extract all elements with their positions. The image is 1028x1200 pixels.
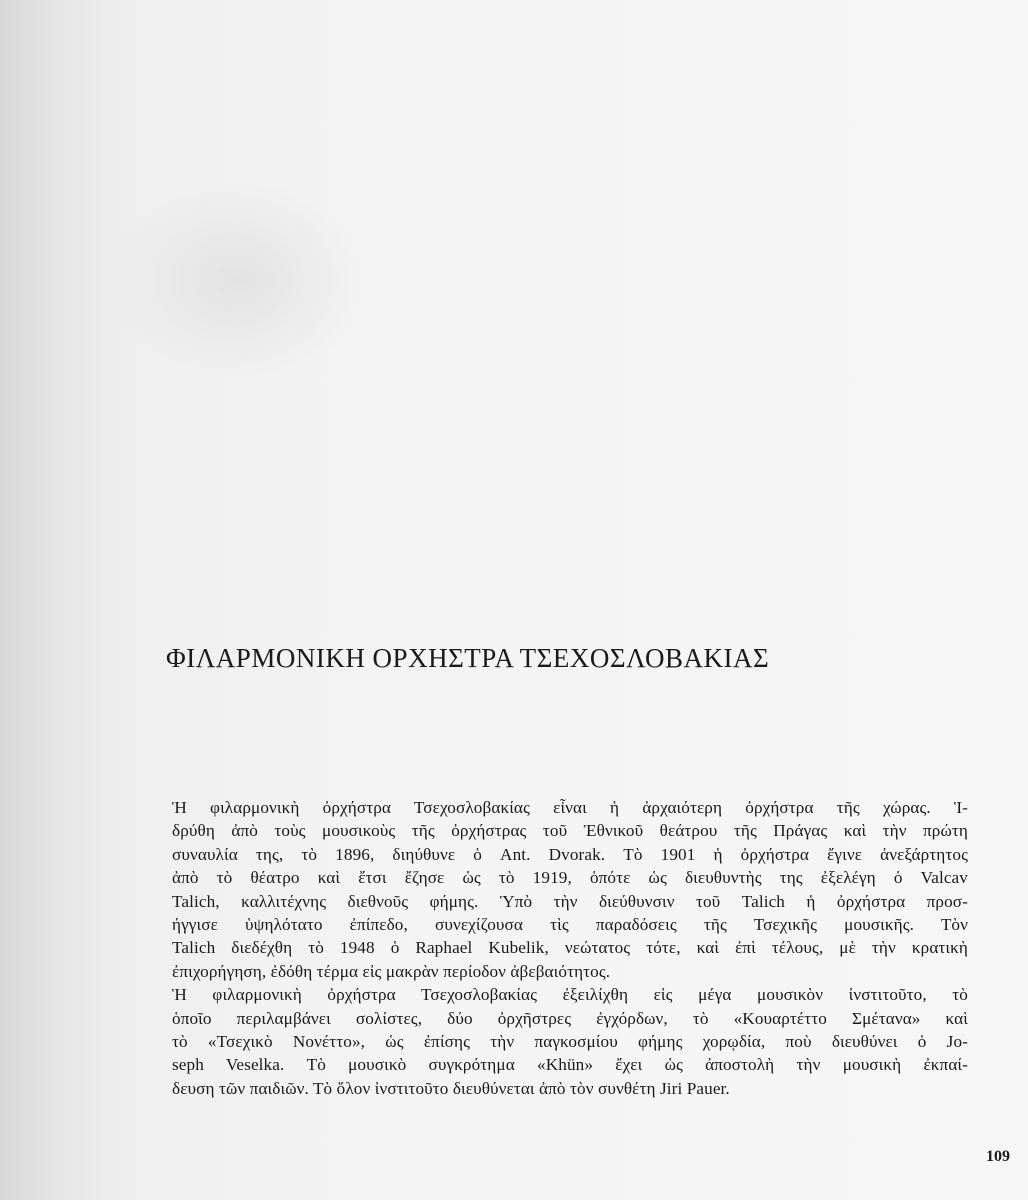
page-number: 109 (986, 1148, 1010, 1165)
text-line: τὸ «Τσεχικὸ Νονέττο», ὡς ἐπίσης τὴν παγκοσμίου φήμης χορῳδία, ποὺ διευθύνει ὁ Jo- (172, 1031, 968, 1051)
text-line: δευση τῶν παιδιῶν. Τὸ ὅλον ἰνστιτοῦτο διευθύνεται ἀπὸ τὸν συνθέτη Jiri Pauer. (172, 1078, 730, 1098)
text-line: Ἡ φιλαρμονικὴ ὀρχήστρα Τσεχοσλοβακίας ἐξειλίχθη εἰς μέγα μουσικὸν ἰνστιτοῦτο, τὸ (172, 985, 968, 1005)
text-line: ὁποῖο περιλαμβάνει σολίστες, δύο ὀρχῆστρες ἐγχόρδων, τὸ «Κουαρτέττο Σμέτανα» καὶ (172, 1008, 968, 1028)
text-line: ἀπὸ τὸ θέατρο καὶ ἔτσι ἔζησε ὡς τὸ 1919, ὁπότε ὡς διευθυντὴς της ἐξελέγη ὁ Valcav (172, 868, 968, 888)
text-line: Talich διεδέχθη τὸ 1948 ὁ Raphael Kubelik, νεώτατος τότε, καὶ ἐπὶ τέλους, μὲ τὴν κρατικὴ (172, 938, 968, 958)
text-line: seph Veselka. Τὸ μουσικὸ συγκρότημα «Khün» ἔχει ὡς ἀποστολὴ τὴν μουσικὴ ἐκπαί- (172, 1055, 968, 1075)
text-line: συναυλία της, τὸ 1896, διηύθυνε ὁ Ant. Dvorak. Τὸ 1901 ἡ ὀρχήστρα ἔγινε ἀνεξάρτητος (172, 844, 968, 864)
text-line: ήγγισε ὑψηλότατο ἐπίπεδο, συνεχίζουσα τὶς παραδόσεις τῆς Τσεχικῆς μουσικῆς. Τὸν (172, 914, 968, 934)
text-line: δρύθη ἀπὸ τοὺς μουσικοὺς τῆς ὀρχήστρας τοῦ Ἐθνικοῦ θεάτρου τῆς Πράγας καὶ τὴν πρώτη (172, 821, 968, 841)
text-line: Talich, καλλιτέχνης διεθνοῦς φήμης. Ὑπὸ τὴν διεύθυνσιν τοῦ Talich ἡ ὀρχήστρα προσ- (172, 891, 968, 911)
bleed-through-shadow (110, 180, 370, 380)
page-title: ΦΙΛΑΡΜΟΝΙΚΗ ΟΡΧΗΣΤΡΑ ΤΣΕΧΟΣΛΟΒΑΚΙΑΣ (166, 643, 770, 673)
text-line: Ἡ φιλαρμονικὴ ὀρχήστρα Τσεχοσλοβακίας εἶναι ἡ ἀρχαιότερη ὀρχήστρα τῆς χώρας. Ἱ- (172, 798, 968, 817)
text-line: ἐπιχορήγηση, ἐδόθη τέρμα εἰς μακρὰν περίοδον ἀβεβαιότητος. (172, 961, 611, 981)
article-body (172, 796, 968, 1100)
